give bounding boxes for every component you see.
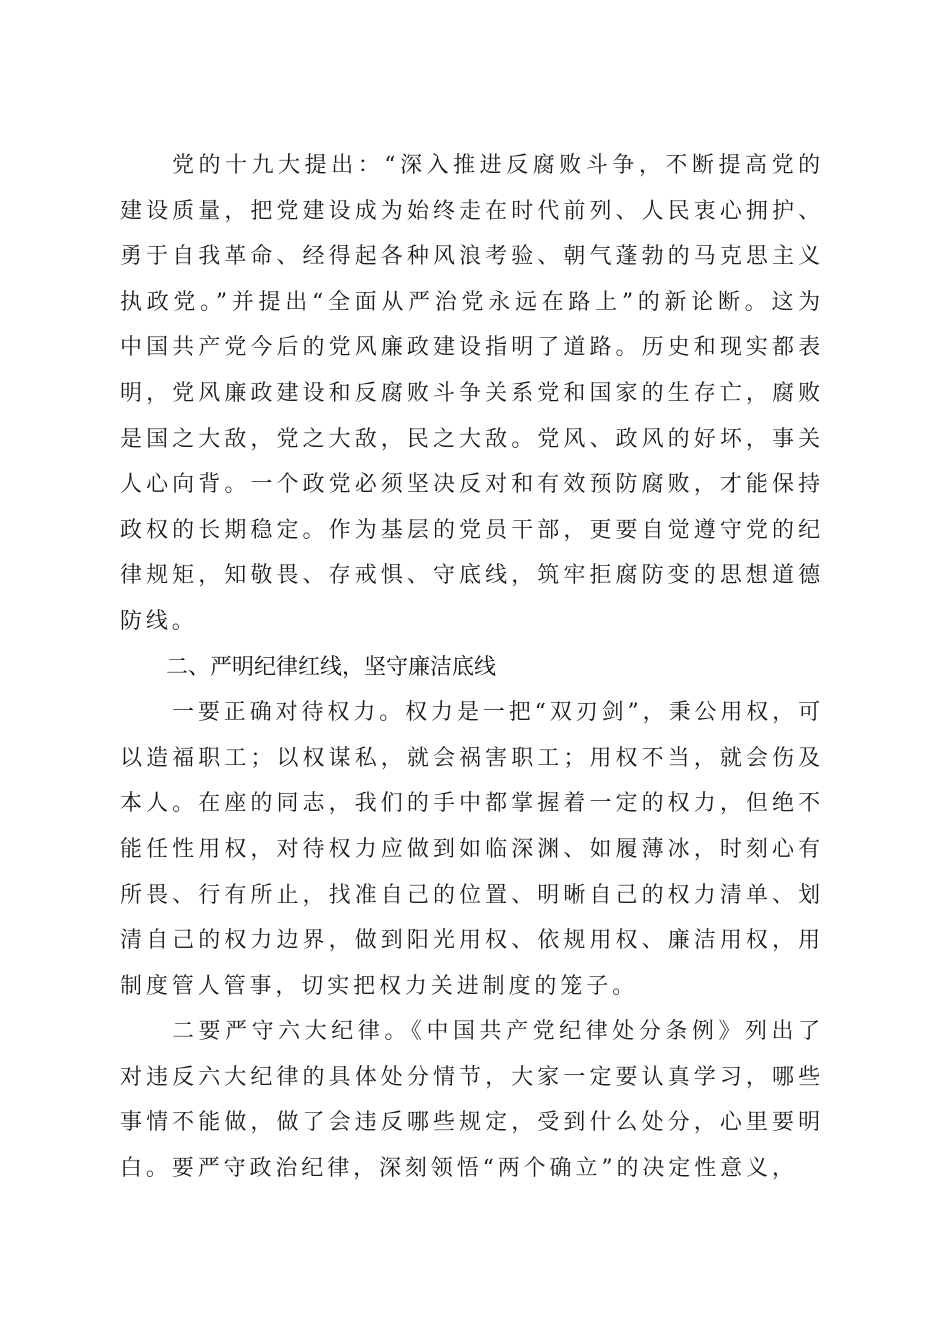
document-page xyxy=(120,143,824,1192)
paragraph-six-disciplines: 二要严守六大纪律。《中国共产党纪律处分条例》列出了对违反六大纪律的具体处分情节，大家一定要认真学习，哪些事情不能做，做了会违反哪些规定，受到什么处分，心里要明白。要严守政治纪律，深刻领悟“两个确立”的决定性意义， xyxy=(120,1019,824,1182)
paragraph-party-congress: 党的十九大提出：“深入推进反腐败斗争，不断提高党的建设质量，把党建设成为始终走在时代前列、人民衷心拥护、勇于自我革命、经得起各种风浪考验、朝气蓬勃的马克思主义执政党。”并提出“全面从严治党永远在路上”的新论断。这为中国共产党今后的党风廉政建设指明了道路。历史和现实都表明，党风廉政建设和反腐败斗争关系党和国家的生存亡，腐败是国之大敌，党之大敌，民之大敌。党风、政风的好坏，事关人心向背。一个政党必须坚决反对和有效预防腐败，才能保持政权的长期稳定。作为基层的党员干部，更要自觉遵守党的纪律规矩，知敬畏、存戒惧、守底线，筑牢拒腐防变的思想道德防线。 xyxy=(120,153,824,634)
section-heading-discipline: 二、严明纪律红线，坚守廉洁底线 xyxy=(166,654,497,680)
paragraph-power: 一要正确对待权力。权力是一把“双刃剑”，秉公用权，可以造福职工；以权谋私，就会祸害职工；用权不当，就会伤及本人。在座的同志，我们的手中都掌握着一定的权力，但绝不能任性用权，对待权力应做到如临深渊、如履薄冰，时刻心有所畏、行有所止，找准自己的位置、明晰自己的权力清单、划清自己的权力边界，做到阳光用权、依规用权、廉洁用权，用制度管人管事，切实把权力关进制度的笼子。 xyxy=(120,700,824,999)
